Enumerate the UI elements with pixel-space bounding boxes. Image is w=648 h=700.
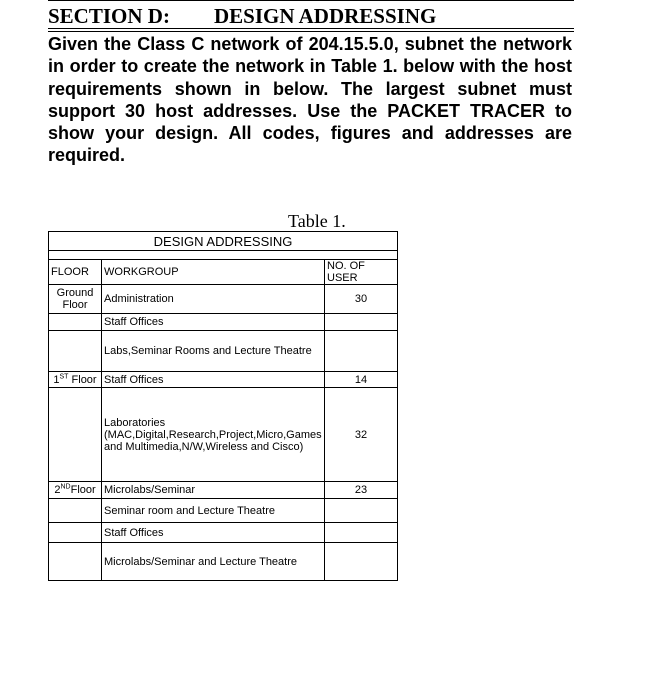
instructions-paragraph: Given the Class C network of 204.15.5.0, subnet the network in order to create the network in Table 1. below with the host requirements shown in below. The largest subnet must support 30 host addresses. Use the PACKET TRACER to show your design. All codes, figures and addresses are required. bbox=[48, 34, 572, 166]
header-users: NO. OF USER bbox=[325, 260, 398, 285]
workgroup-cell: Administration bbox=[102, 285, 325, 314]
users-cell bbox=[325, 331, 398, 372]
table-row bbox=[49, 482, 398, 499]
table-row bbox=[49, 331, 398, 372]
floor-number: 2 bbox=[54, 484, 61, 496]
users-cell: 30 bbox=[325, 285, 398, 314]
table-spacer-row bbox=[49, 251, 398, 260]
floor-word: Floor bbox=[70, 484, 96, 496]
table-title: DESIGN ADDRESSING bbox=[49, 232, 398, 251]
table-row bbox=[49, 285, 398, 314]
table-row bbox=[49, 543, 398, 581]
workgroup-cell: Staff Offices bbox=[102, 372, 325, 388]
floor-word: Floor bbox=[68, 373, 97, 386]
table-caption: Table 1. bbox=[288, 211, 346, 231]
users-cell bbox=[325, 543, 398, 581]
table-row bbox=[49, 372, 398, 388]
workgroup-cell: Microlabs/Seminar and Lecture Theatre bbox=[102, 543, 325, 581]
section-label: SECTION D: bbox=[48, 4, 170, 28]
workgroup-cell: Laboratories (MAC,Digital,Research,Project,Micro,Games and Multimedia,N/W,Wireless and Cisco) bbox=[102, 388, 325, 482]
floor-cell bbox=[49, 543, 102, 581]
table-row bbox=[49, 314, 398, 331]
users-cell: 23 bbox=[325, 482, 398, 499]
workgroup-cell: Staff Offices bbox=[102, 523, 325, 543]
floor-cell bbox=[49, 388, 102, 482]
section-heading bbox=[48, 4, 574, 30]
users-cell bbox=[325, 314, 398, 331]
table-row bbox=[49, 499, 398, 523]
top-rule bbox=[48, 0, 574, 1]
floor-cell bbox=[49, 314, 102, 331]
workgroup-cell: Staff Offices bbox=[102, 314, 325, 331]
users-cell bbox=[325, 499, 398, 523]
floor-cell bbox=[49, 372, 102, 388]
floor-ordinal: ST bbox=[59, 372, 69, 380]
section-title: DESIGN ADDRESSING bbox=[214, 4, 437, 28]
table-header-row bbox=[49, 260, 398, 285]
table-row bbox=[49, 523, 398, 543]
heading-underline-top bbox=[48, 28, 574, 29]
workgroup-cell: Microlabs/Seminar bbox=[102, 482, 325, 499]
floor-number: 1 bbox=[53, 373, 60, 386]
users-cell: 32 bbox=[325, 388, 398, 482]
table-row bbox=[49, 388, 398, 482]
floor-cell bbox=[49, 482, 102, 499]
header-workgroup: WORKGROUP bbox=[102, 260, 325, 285]
floor-cell: Ground Floor bbox=[49, 285, 102, 314]
users-cell bbox=[325, 523, 398, 543]
workgroup-cell: Labs,Seminar Rooms and Lecture Theatre bbox=[102, 331, 325, 372]
floor-cell bbox=[49, 523, 102, 543]
floor-cell bbox=[49, 499, 102, 523]
heading-underline-bottom bbox=[48, 31, 574, 32]
design-addressing-table bbox=[48, 231, 398, 581]
floor-ordinal: ND bbox=[60, 483, 71, 491]
users-cell: 14 bbox=[325, 372, 398, 388]
workgroup-cell: Seminar room and Lecture Theatre bbox=[102, 499, 325, 523]
floor-cell bbox=[49, 331, 102, 372]
header-floor: FLOOR bbox=[49, 260, 102, 285]
